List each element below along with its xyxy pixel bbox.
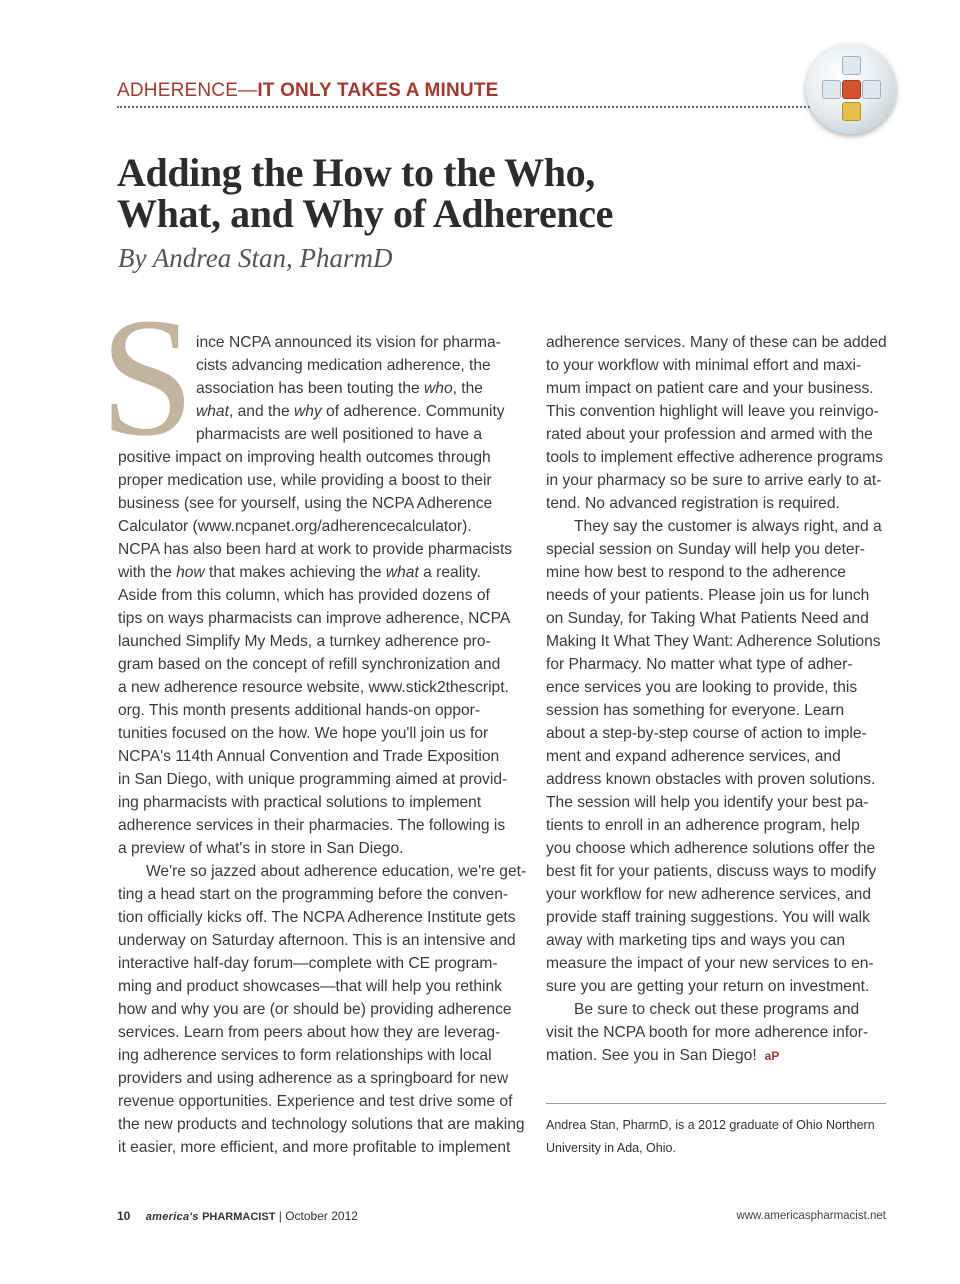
text-line: NCPA's 114th Annual Convention and Trade Exposition xyxy=(118,748,500,765)
text-line: mum impact on patient care and your business. xyxy=(546,380,874,397)
text-line: business (see for yourself, using the NCPA Adherence xyxy=(118,495,493,512)
text-line: measure the impact of your new services to en- xyxy=(546,955,874,972)
text-line: for Pharmacy. No matter what type of adher- xyxy=(546,656,853,673)
issue-date: | October 2012 xyxy=(278,1209,358,1223)
author-bio xyxy=(546,1114,891,1160)
text-line: revenue opportunities. Experience and test drive some of xyxy=(118,1093,513,1110)
drop-cap: S xyxy=(100,283,195,471)
text-line: in San Diego, with unique programming aimed at provid- xyxy=(118,771,508,788)
text-line: tips on ways pharmacists can improve adherence, NCPA xyxy=(118,610,511,627)
text-line: launched Simplify My Meds, a turnkey adherence pro- xyxy=(118,633,491,650)
text-line: how and why you are (or should be) providing adherence xyxy=(118,1001,512,1018)
text-line: interactive half-day forum—complete with CE program- xyxy=(118,955,498,972)
paragraph xyxy=(546,998,891,1068)
right-column xyxy=(546,331,891,1068)
text-line: tend. No advanced registration is required. xyxy=(546,495,840,512)
text-line: org. This month presents additional hands-on oppor- xyxy=(118,702,481,719)
bio-line: Andrea Stan, PharmD, is a 2012 graduate of Ohio Northern xyxy=(546,1118,875,1132)
section-header-light: ADHERENCE— xyxy=(117,80,258,101)
text-line: providers and using adherence as a springboard for new xyxy=(118,1070,509,1087)
section-header-bold: IT ONLY TAKES A MINUTE xyxy=(257,80,499,101)
text-line: in your pharmacy so be sure to arrive early to at- xyxy=(546,472,882,489)
text-line: The session will help you identify your best pa- xyxy=(546,794,869,811)
text-line: it easier, more efficient, and more profitable to implement xyxy=(118,1139,511,1156)
header-dotted-rule xyxy=(117,106,817,108)
end-mark-icon: aP xyxy=(764,1049,780,1063)
text-line: about a step-by-step course of action to imple- xyxy=(546,725,867,742)
text-line: on Sunday, for Taking What Patients Need and xyxy=(546,610,869,627)
text-line: ing adherence services to form relationships with local xyxy=(118,1047,492,1064)
text-line: what, and the why of adherence. Community xyxy=(196,403,505,420)
text-line: tools to implement effective adherence programs xyxy=(546,449,883,466)
text-line: ming and product showcases—that will help you rethink xyxy=(118,978,502,995)
text-line: rated about your profession and armed with the xyxy=(546,426,873,443)
text-line: to your workflow with minimal effort and maxi- xyxy=(546,357,862,374)
text-line: Calculator (www.ncpanet.org/adherencecalculator). xyxy=(118,518,472,535)
text-line: They say the customer is always right, and a xyxy=(574,518,882,535)
text-line: special session on Sunday will help you deter- xyxy=(546,541,865,558)
text-line: adherence services in their pharmacies. The following is xyxy=(118,817,506,834)
text-line: This convention highlight will leave you reinvigo- xyxy=(546,403,879,420)
text-line: NCPA has also been hard at work to provide pharmacists xyxy=(118,541,513,558)
paragraph xyxy=(546,515,891,998)
text-line: ing pharmacists with practical solutions to implement xyxy=(118,794,482,811)
text-line: mation. See you in San Diego! aP xyxy=(546,1044,891,1068)
text-line: address known obstacles with proven solutions. xyxy=(546,771,876,788)
text-line: a preview of what's in store in San Diego. xyxy=(118,840,404,857)
text-line: the new products and technology solutions that are making xyxy=(118,1116,525,1133)
text-line: adherence services. Many of these can be added xyxy=(546,334,887,351)
section-header xyxy=(117,80,499,102)
text-line: visit the NCPA booth for more adherence infor- xyxy=(546,1024,869,1041)
text-line: ence services you are looking to provide, this xyxy=(546,679,858,696)
text-line: provide staff training suggestions. You will walk xyxy=(546,909,870,926)
text-line: pharmacists are well positioned to have a xyxy=(196,426,483,443)
text-line: association has been touting the who, the xyxy=(196,380,483,397)
text-line: your workflow for new adherence services, and xyxy=(546,886,872,903)
byline: By Andrea Stan, PharmD xyxy=(118,243,393,273)
text-line: cists advancing medication adherence, the xyxy=(196,357,491,374)
bio-line: University in Ada, Ohio. xyxy=(546,1141,676,1155)
text-line: tunities focused on the how. We hope you'll join us for xyxy=(118,725,489,742)
text-line: tients to enroll in an adherence program, help xyxy=(546,817,860,834)
text-line: away with marketing tips and ways you can xyxy=(546,932,846,949)
bio-divider xyxy=(546,1103,886,1104)
text-line: proper medication use, while providing a boost to their xyxy=(118,472,492,489)
text-line: Aside from this column, which has provided dozens of xyxy=(118,587,490,604)
pill-organizer-icon xyxy=(806,44,896,134)
footer-website: www.americaspharmacist.net xyxy=(736,1210,886,1222)
text-line: a new adherence resource website, www.stick2thescript. xyxy=(118,679,509,696)
paragraph xyxy=(546,331,891,515)
text-line: tion officially kicks off. The NCPA Adherence Institute gets xyxy=(118,909,516,926)
text-line: ting a head start on the programming before the conven- xyxy=(118,886,509,903)
text-line: ince NCPA announced its vision for pharma- xyxy=(196,334,501,351)
text-line: Be sure to check out these programs and xyxy=(574,1001,860,1018)
text-line: services. Learn from peers about how they are leverag- xyxy=(118,1024,501,1041)
text-line: you choose which adherence solutions offer the xyxy=(546,840,876,857)
text-line: underway on Saturday afternoon. This is an intensive and xyxy=(118,932,516,949)
text-line: positive impact on improving health outcomes through xyxy=(118,449,491,466)
article-title xyxy=(117,152,737,234)
page-number: 10 xyxy=(117,1209,131,1223)
left-column xyxy=(118,331,530,1159)
text-line: We're so jazzed about adherence education, we're get- xyxy=(146,863,527,880)
text-line: best fit for your patients, discuss ways to modify xyxy=(546,863,877,880)
text-line: Making It What They Want: Adherence Solutions xyxy=(546,633,881,650)
title-line-2: What, and Why of Adherence xyxy=(117,191,613,236)
text-line: mine how best to respond to the adherence xyxy=(546,564,846,581)
magazine-name-bold: PHARMACIST xyxy=(202,1211,276,1223)
text-line: needs of your patients. Please join us for lunch xyxy=(546,587,870,604)
text-line: session has something for everyone. Learn xyxy=(546,702,845,719)
paragraph xyxy=(118,331,530,860)
title-line-1: Adding the How to the Who, xyxy=(117,150,595,195)
text-line: ment and expand adherence services, and xyxy=(546,748,841,765)
text-line: gram based on the concept of refill synchronization and xyxy=(118,656,501,673)
footer-left xyxy=(117,1209,358,1223)
text-line: sure you are getting your return on investment. xyxy=(546,978,870,995)
magazine-name-small: america's xyxy=(145,1211,199,1223)
text-line: with the how that makes achieving the what a reality. xyxy=(118,564,481,581)
paragraph xyxy=(118,860,530,1159)
